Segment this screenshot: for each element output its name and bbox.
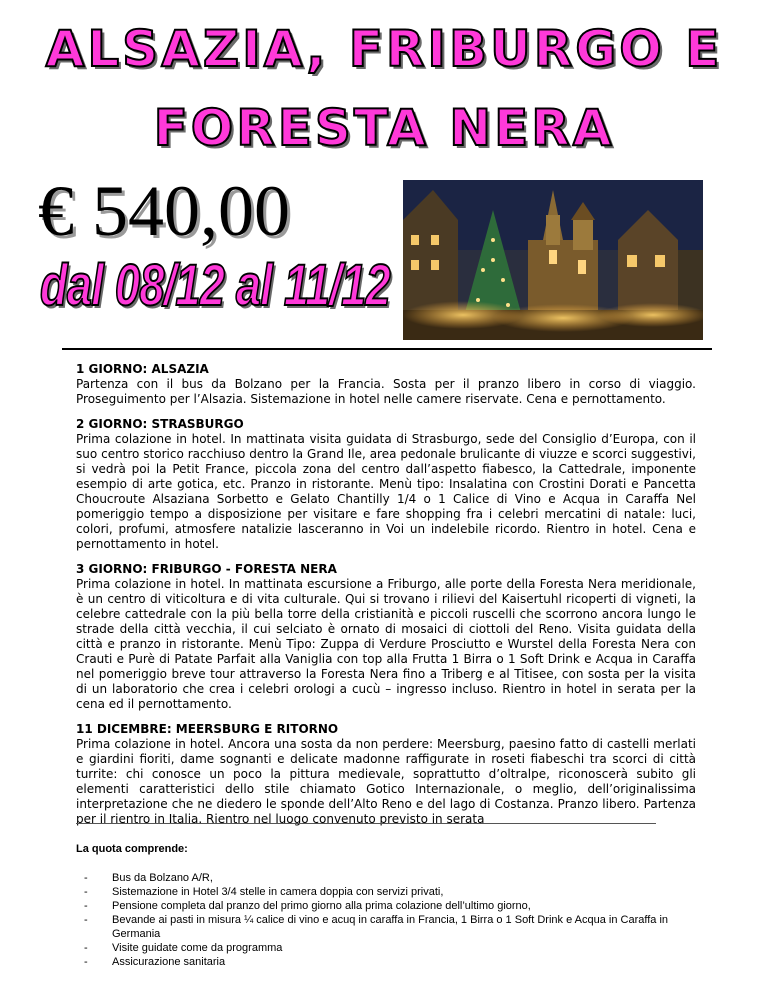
day-text: Prima colazione in hotel. In mattinata visita guidata di Strasburgo, sede del Consiglio d’Europa, con il suo centro storico racchiuso dentro la Grand Ile, area pedonale brulicante di viuzze e scorci suggestivi, si vedrà poi la Petit France, piccola zona del centro dall’aspetto fiabesco, la Cattedrale, imponente esempio di arte gotica, etc. Pranzo in ristorante. Menù tipo: Insalatina con Crostini Dorati e Pancetta Choucroute Alsaziana Sorbetto e Gelato Chantilly 1/4 o 1 Calice di Vino e Acqua in Caraffa Nel pomeriggio tempo a disposizione per visitare e fare shopping fra i celebri mercatini di natale: luci, colori, profumi, atmosfere natalizie lasceranno in Voi un indelebile ricordo. Rientro in hotel. Cena e pernottamento in hotel. (76, 432, 696, 551)
day-text: Prima colazione in hotel. In mattinata escursione a Friburgo, alle porte della Foresta Nera meridionale, è un centro di viticoltura e di vita culturale. Qui si trovano i rilievi del Kaisertuhl ricoperti di vigneti, la celebre cattedrale con la più bella torre della cristianità e piccoli ruscelli che scorrono ancora lungo le strade della città vecchia, il cui selciato è ornato di mosaici di ciottoli del Reno. Visita guidata della città e pranzo in ristorante. Menù Tipo: Zuppa di Verdure Prosciutto e Wurstel della Foresta Nera con Crauti e Purè di Patate Parfait alla Vaniglia con top alla Frutta 1 Birra o 1 Soft Drink e Acqua in Caraffa nel pomeriggio breve tour attraverso la Foresta Nera fino a Triberg e al Titisee, con sosta per la visita di un laboratorio che crea i celebri orologi a cucù – ingresso incluso. Rientro in hotel in serata per la cena ed il pernottamento. (76, 577, 696, 711)
day-section-2 (76, 417, 696, 552)
day-text: Partenza con il bus da Bolzano per la Francia. Sosta per il pranzo libero in corso di viaggio. Proseguimento per l’Alsazia. Sistemazione in hotel nelle camere riservate. Cena e pernottamento. (76, 377, 696, 406)
price: € 540,00 (38, 171, 290, 251)
itinerary (76, 362, 696, 837)
day-section-3 (76, 562, 696, 712)
title-line-1: ALSAZIA, FRIBURGO E (45, 20, 723, 78)
section-divider (76, 823, 656, 824)
list-item: - Pensione completa dal pranzo del primo giorno alla prima colazione dell’ultimo giorno, (84, 900, 531, 912)
day-section-4 (76, 722, 696, 827)
day-text: Prima colazione in hotel. Ancora una sosta da non perdere: Meersburg, paesino fatto di castelli merlati e giardini fioriti, dame sognanti e delicate madonne raffigurate in roseti fiabeschi tra scorci di città turrite: chi conosce un poco la pittura medievale, soprattutto d’oltralpe, riconoscerà subito gli elementi caratteristici dello stile chiamato Gotico Internazionale, o meglio, dell’originalissima interpretazione che ne diedero le sponde dell’Alto Reno e del lago di Costanza. Pranzo libero. Partenza per il rientro in Italia. Rientro nel luogo convenuto previsto in serata (76, 737, 696, 826)
list-item: - Bevande ai pasti in misura ¼ calice di vino e acuq in caraffa in Francia, 1 Birra o 1 Soft Drink e Acqua in Caraffa in Germania (84, 914, 668, 940)
quota-section (76, 842, 706, 969)
list-item: - Visite guidate come da programma (84, 942, 283, 954)
day-title: 2 GIORNO: STRASBURGO (76, 417, 244, 431)
header-divider (62, 348, 712, 350)
quota-list (76, 871, 706, 969)
list-item: - Sistemazione in Hotel 3/4 stelle in camera doppia con servizi privati, (84, 886, 444, 898)
quota-title: La quota comprende: (76, 843, 188, 855)
list-item: - Bus da Bolzano A/R, (84, 872, 213, 884)
day-title: 1 GIORNO: ALSAZIA (76, 362, 209, 376)
list-item: - Assicurazione sanitaria (84, 956, 226, 968)
day-title: 11 DICEMBRE: MEERSBURG E RITORNO (76, 722, 339, 736)
day-section-1 (76, 362, 696, 407)
travel-dates: dal 08/12 al 11/12 (40, 253, 390, 318)
christmas-market-photo (403, 180, 703, 340)
day-title: 3 GIORNO: FRIBURGO - FORESTA NERA (76, 562, 337, 576)
title-line-2: FORESTA NERA (153, 99, 615, 157)
christmas-market-illustration (403, 180, 703, 340)
